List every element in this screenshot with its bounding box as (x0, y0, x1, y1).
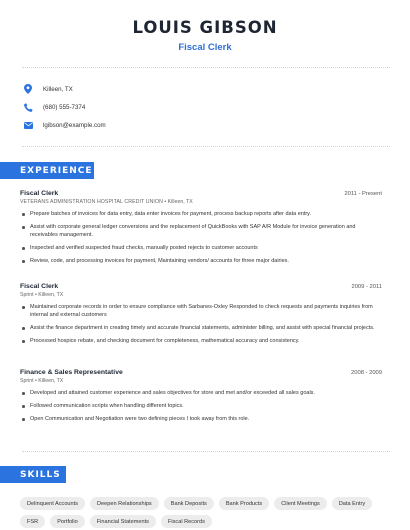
job-bullet: Prepare batches of invoices for data entry, data enter invoices for payment, process backup reports after data entry. (20, 210, 382, 218)
skill-chip: Financial Statements (90, 515, 156, 528)
job-bullet-list (20, 210, 382, 265)
job-entry (20, 190, 382, 270)
experience-divider (22, 451, 390, 452)
job-location: Killeen, TX (38, 378, 64, 384)
header-divider (22, 67, 390, 68)
job-bullet: Assist the finance department in creating timely and accurate financial statements, administer billing, and assist with special financial projects. (20, 324, 382, 332)
contact-location (22, 80, 390, 98)
job-bullet: Inspected and verified suspected fraud checks, manually posted rejects to customer accounts (20, 244, 382, 252)
job-company: Sprint (20, 292, 34, 298)
job-bullet-list (20, 389, 382, 423)
skills-section-title: SKILLS (20, 469, 61, 480)
job-bullet: Maintained corporate records in order to ensure compliance with Sarbanes-Oxley Responded to check requests and payments inquiries from internal and external customers (20, 303, 382, 319)
skills-section-header (0, 466, 66, 483)
job-employer: VETERANS ADMINISTRATION HOSPITAL CREDIT UNION • Killeen, TX (20, 199, 193, 205)
job-employer: Sprint • Killeen, TX (20, 378, 64, 384)
contact-divider (22, 146, 390, 147)
job-bullet: Review, code, and processing invoices for payment, Maintaining vendors/ accounts for three major dairies. (20, 257, 382, 265)
skill-chip: Bank Deposits (164, 497, 214, 510)
job-entry (20, 369, 382, 428)
job-bullet: Assist with corporate general ledger conversions and the replacement of QuickBooks with SAP A/R Module for invoice generation and receivables management. (20, 223, 382, 239)
contact-location-text: Killeen, TX (43, 85, 73, 93)
location-pin-icon (22, 83, 34, 95)
skill-chip: Deepen Relationships (90, 497, 159, 510)
job-bullet: Followed communication scripts when handling different topics. (20, 402, 382, 410)
job-entry (20, 283, 382, 350)
contact-phone-text: (680) 555-7374 (43, 103, 86, 111)
skill-chip: Fiscal Records (161, 515, 212, 528)
job-title: Finance & Sales Representative (20, 369, 123, 376)
person-name: LOUIS GIBSON (132, 18, 278, 37)
job-title: Fiscal Clerk (20, 283, 59, 290)
experience-section-header (0, 162, 94, 179)
phone-icon (22, 101, 34, 113)
job-dates: 2009 - 2011 (351, 284, 382, 290)
job-bullet: Open Communication and Negotiation were two defining pieces I took away from this role. (20, 415, 382, 423)
skill-chip: Delinquent Accounts (20, 497, 85, 510)
skill-chip: Data Entry (332, 497, 372, 510)
experience-section-title: EXPERIENCE (20, 165, 93, 176)
job-dates: 2008 - 2009 (351, 370, 382, 376)
job-location: Killeen, TX (38, 292, 64, 298)
job-bullet: Processed hospice rebate, and checking document for completeness, mathematical accuracy and consistency. (20, 337, 382, 345)
job-bullet: Developed and attained customer experience and sales objectives for store and met and/or exceeded all sales goals. (20, 389, 382, 397)
job-location: Killeen, TX (167, 199, 193, 205)
skill-chip: Bank Products (219, 497, 269, 510)
job-role-title: Fiscal Clerk (178, 42, 232, 53)
job-company: VETERANS ADMINISTRATION HOSPITAL CREDIT UNION (20, 199, 163, 205)
resume-header (0, 18, 410, 54)
contact-list (22, 80, 390, 134)
contact-email (22, 116, 390, 134)
skills-list (20, 497, 390, 528)
job-title: Fiscal Clerk (20, 190, 59, 197)
job-employer: Sprint • Killeen, TX (20, 292, 64, 298)
contact-phone (22, 98, 390, 116)
skill-chip: FSR (20, 515, 45, 528)
skill-chip: Portfolio (50, 515, 85, 528)
job-company: Sprint (20, 378, 34, 384)
job-dates: 2011 - Present (344, 191, 382, 197)
job-bullet-list (20, 303, 382, 345)
skill-chip: Client Meetings (274, 497, 327, 510)
email-icon (22, 119, 34, 131)
contact-email-text: lgibson@example.com (43, 121, 106, 129)
